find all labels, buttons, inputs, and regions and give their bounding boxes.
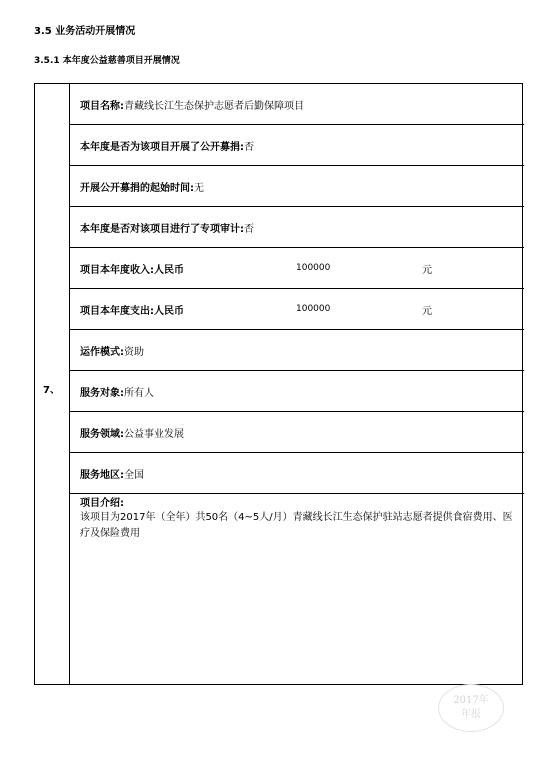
section-heading: 3.5 业务活动开展情况 (34, 26, 136, 37)
row-public-fundraising (70, 125, 524, 166)
annual-report-stamp (438, 684, 504, 732)
row-label: 开展公开募捐的起始时间: (80, 182, 194, 194)
row-label: 本年度是否为该项目开展了公开募捐: (80, 141, 244, 153)
row-value: 否 (244, 141, 254, 153)
row-annual-expenditure (70, 289, 524, 330)
row-label: 服务对象: (80, 387, 124, 399)
row-label: 本年度是否对该项目进行了专项审计: (80, 223, 244, 235)
row-label: 服务地区: (80, 469, 124, 481)
row-label: 项目本年度支出: (80, 305, 154, 317)
intro-text: 该项目为2017年（全年）共50名（4~5人/月）青藏线长江生态保护驻站志愿者提供食宿费用、医疗及保险费用 (80, 512, 513, 539)
row-service-field (70, 412, 524, 453)
row-special-audit (70, 207, 524, 248)
project-intro (70, 494, 524, 684)
row-project-name (70, 84, 524, 125)
row-annual-income (70, 248, 524, 289)
row-value: 否 (244, 223, 254, 235)
stamp-year: 2017年 (453, 695, 489, 706)
row-value: 全国 (124, 469, 144, 481)
row-label: 项目名称: (80, 100, 124, 112)
subsection-heading: 3.5.1 本年度公益慈善项目开展情况 (34, 56, 180, 66)
project-number-column (35, 84, 70, 684)
row-value: 人民币 (154, 264, 184, 276)
project-number: 7、 (43, 385, 60, 396)
row-value: 青藏线长江生态保护志愿者后勤保障项目 (124, 100, 304, 112)
project-table (34, 83, 523, 685)
intro-label: 项目介绍: (80, 498, 124, 509)
stamp-label: 年报 (461, 709, 481, 720)
income-unit: 元 (422, 264, 432, 276)
row-service-region (70, 453, 524, 494)
income-amount: 100000 (296, 263, 331, 273)
expenditure-unit: 元 (422, 305, 432, 317)
expenditure-amount: 100000 (296, 304, 331, 314)
row-value: 公益事业发展 (124, 428, 184, 440)
row-value: 无 (194, 182, 204, 194)
row-fundraising-start (70, 166, 524, 207)
row-service-target (70, 371, 524, 412)
row-value: 所有人 (124, 387, 154, 399)
row-value: 人民币 (154, 305, 184, 317)
row-label: 项目本年度收入: (80, 264, 154, 276)
row-value: 资助 (124, 346, 144, 358)
row-operation-mode (70, 330, 524, 371)
row-label: 运作模式: (80, 346, 124, 358)
row-label: 服务领域: (80, 428, 124, 440)
